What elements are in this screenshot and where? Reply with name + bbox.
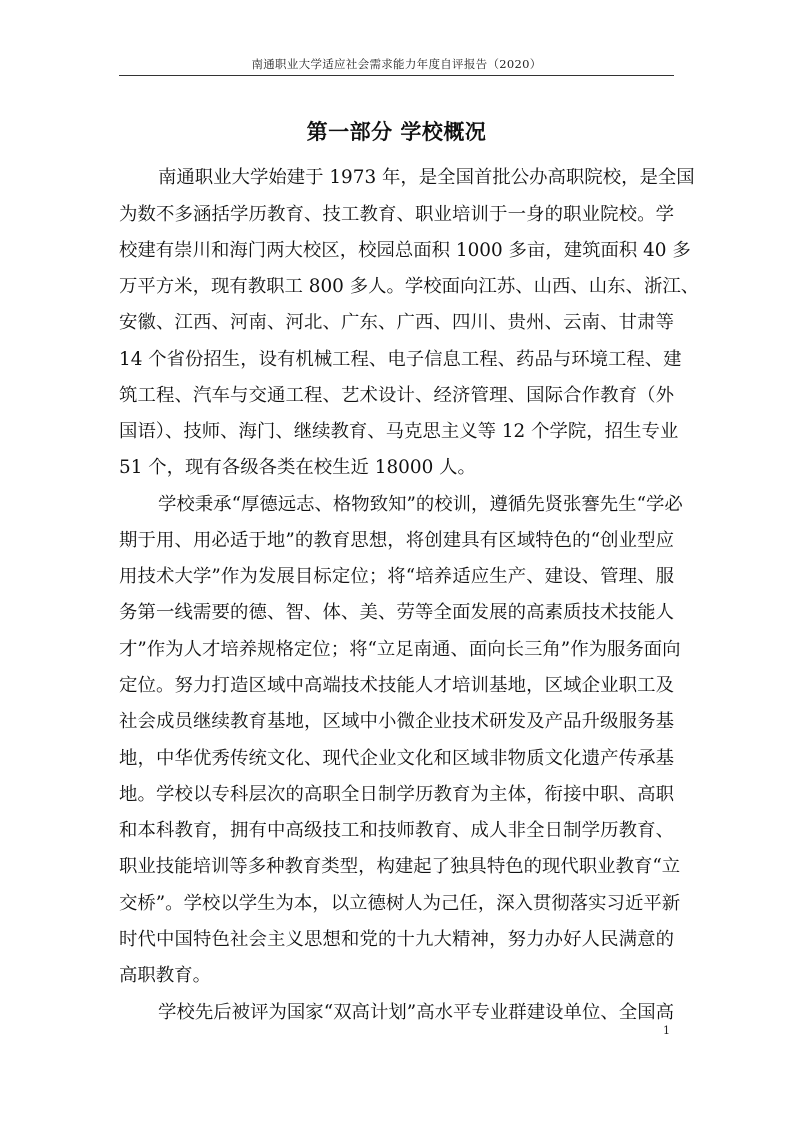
body-line: 用技术大学”作为发展目标定位；将“培养适应生产、建设、管理、服 (119, 566, 674, 587)
body-line: 地，中华优秀传统文化、现代企业文化和区域非物质文化遗产传承基 (119, 748, 674, 769)
body-line: 51 个，现有各级各类在校生近 18000 人。 (119, 457, 476, 478)
body-line: 高职教育。 (119, 965, 211, 986)
body-line: 国语）、技师、海门、继续教育、马克思主义等 12 个学院，招生专业 (119, 421, 679, 442)
running-header: 南通职业大学适应社会需求能力年度自评报告（2020） (251, 57, 542, 71)
body-line: 地。学校以专科层次的高职全日制学历教育为主体，衔接中职、高职 (119, 784, 674, 805)
page-number: 1 (663, 1024, 670, 1037)
body-line: 万平方米，现有教职工 800 多人。学校面向江苏、山西、山东、浙江、 (119, 276, 700, 297)
body-line: 南通职业大学始建于 1973 年，是全国首批公办高职院校，是全国 (158, 167, 695, 188)
body-line: 社会成员继续教育基地，区域中小微企业技术研发及产品升级服务基 (119, 711, 674, 732)
body-line: 时代中国特色社会主义思想和党的十九大精神，努力办好人民满意的 (119, 929, 674, 950)
body-line: 务第一线需要的德、智、体、美、劳等全面发展的高素质技术技能人 (119, 602, 674, 623)
body-line: 和本科教育，拥有中高级技工和技师教育、成人非全日制学历教育、 (119, 820, 674, 841)
body-line: 安徽、江西、河南、河北、广东、广西、四川、贵州、云南、甘肃等 (119, 312, 674, 333)
body-line: 定位。努力打造区域中高端技术技能人才培训基地，区域企业职工及 (119, 675, 674, 696)
body-line: 学校先后被评为国家“双高计划”高水平专业群建设单位、全国高 (158, 1002, 674, 1023)
body-line: 14 个省份招生，设有机械工程、电子信息工程、药品与环境工程、建 (119, 349, 682, 370)
body-line: 筑工程、汽车与交通工程、艺术设计、经济管理、国际合作教育（外 (119, 385, 674, 406)
body-line: 才”作为人才培养规格定位；将“立足南通、面向长三角”作为服务面向 (119, 639, 681, 660)
header-rule (119, 75, 674, 76)
body-line: 交桥”。学校以学生为本，以立德树人为己任，深入贯彻落实习近平新 (119, 893, 681, 914)
body-line: 校建有崇川和海门两大校区，校园总面积 1000 多亩，建筑面积 40 多 (119, 240, 691, 261)
body-line: 期于用、用必适于地”的教育思想，将创建具有区域特色的“创业型应 (119, 530, 674, 551)
body-line: 学校秉承“厚德远志、格物致知”的校训，遵循先贤张謇先生“学必 (158, 494, 683, 515)
body-line: 职业技能培训等多种教育类型，构建起了独具特色的现代职业教育“立 (119, 856, 681, 877)
body-line: 为数不多涵括学历教育、技工教育、职业培训于一身的职业院校。学 (119, 204, 674, 225)
section-title: 第一部分 学校概况 (306, 120, 487, 144)
